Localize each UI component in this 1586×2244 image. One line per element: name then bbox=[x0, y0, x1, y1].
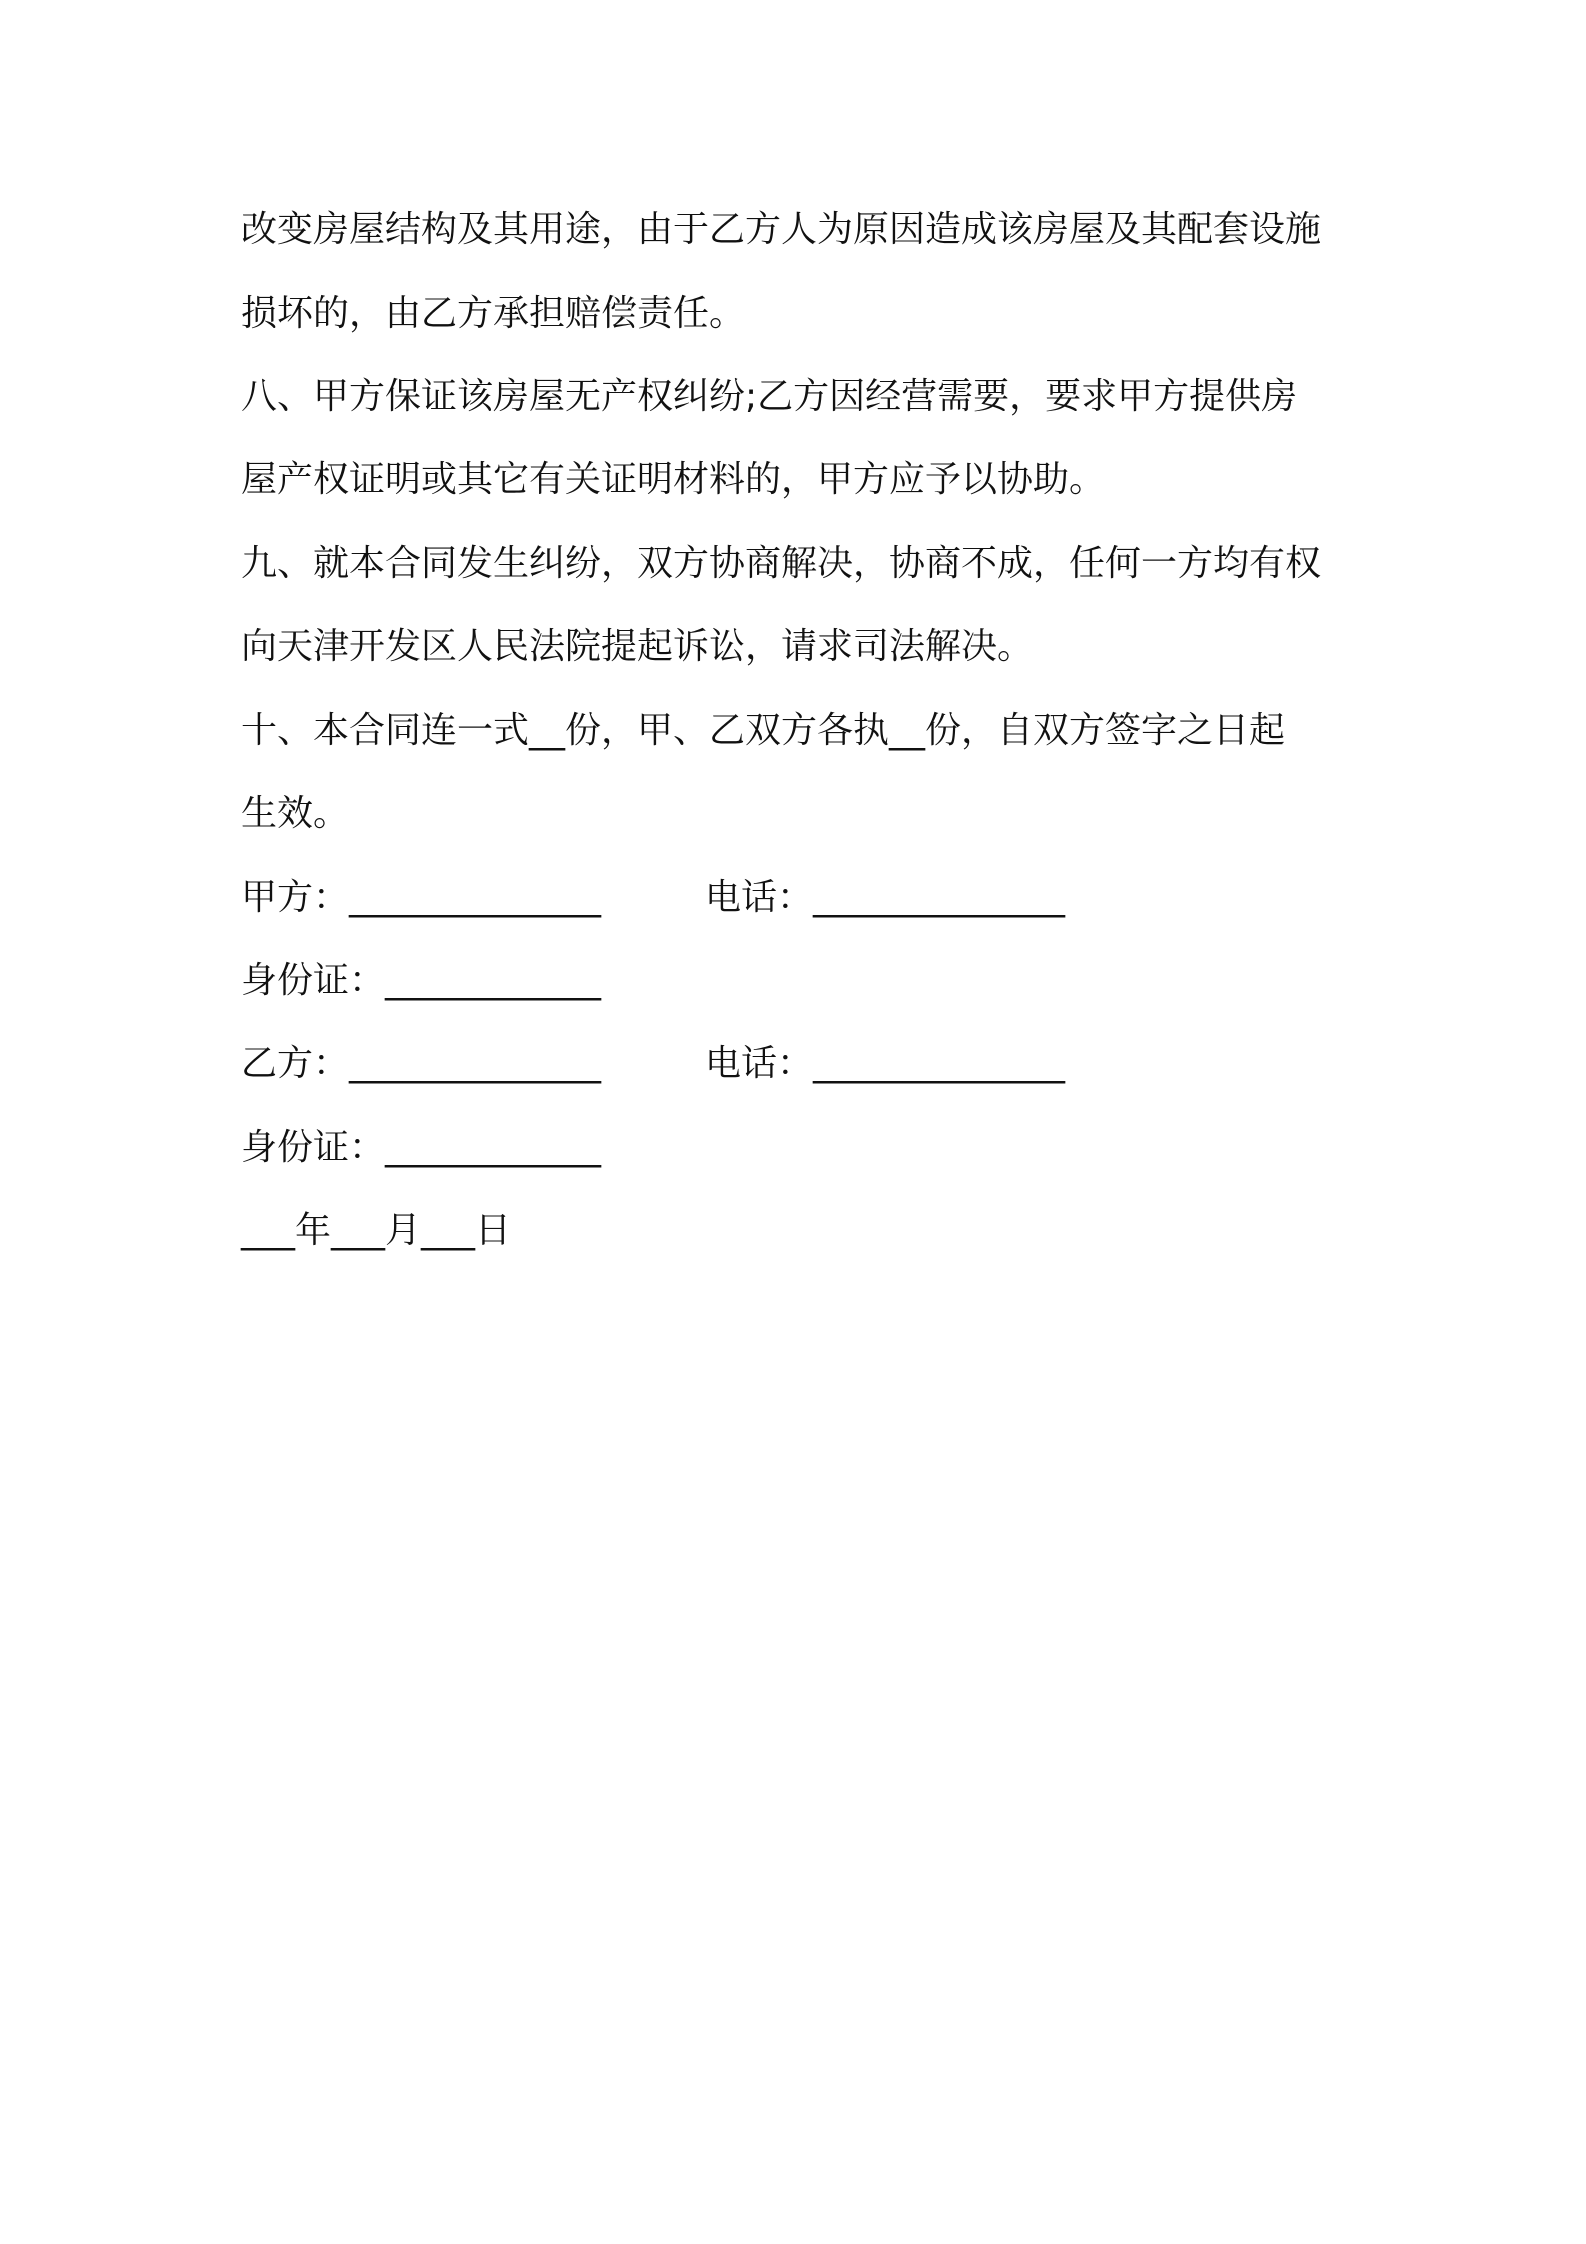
clause-7-continuation-line-2: 损坏的，由乙方承担赔偿责任。 bbox=[241, 293, 746, 334]
party-b-signature-field: 乙方：______________ bbox=[241, 1043, 602, 1084]
party-b-id-field: 身份证：____________ bbox=[241, 1127, 602, 1168]
clause-7-continuation-line-1: 改变房屋结构及其用途，由于乙方人为原因造成该房屋及其配套设施 bbox=[241, 209, 1322, 250]
party-a-id-field: 身份证：____________ bbox=[241, 960, 602, 1001]
date-field: ___年___月___日 bbox=[241, 1210, 512, 1251]
party-b-phone-field: 电话：______________ bbox=[705, 1043, 1066, 1084]
clause-8-line-1: 八、甲方保证该房屋无产权纠纷;乙方因经营需要，要求甲方提供房 bbox=[241, 376, 1298, 417]
clause-9-line-1: 九、就本合同发生纠纷，双方协商解决，协商不成，任何一方均有权 bbox=[241, 543, 1322, 584]
party-a-phone-field: 电话：______________ bbox=[705, 877, 1066, 918]
party-a-signature-field: 甲方：______________ bbox=[241, 877, 602, 918]
clause-10-line-1: 十、本合同连一式__份，甲、乙双方各执__份，自双方签字之日起 bbox=[241, 710, 1286, 751]
clause-9-line-2: 向天津开发区人民法院提起诉讼，请求司法解决。 bbox=[241, 626, 1034, 667]
clause-10-line-2: 生效。 bbox=[241, 793, 350, 834]
clause-8-line-2: 屋产权证明或其它有关证明材料的，甲方应予以协助。 bbox=[241, 459, 1106, 500]
